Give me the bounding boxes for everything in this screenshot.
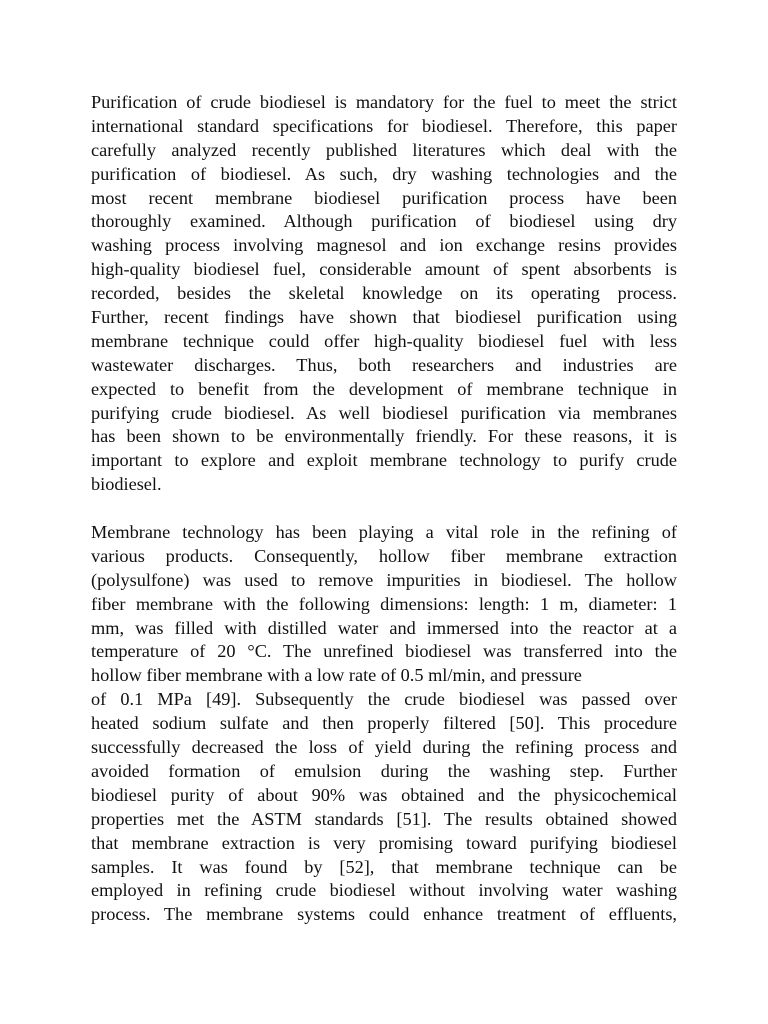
text-line: hollow fiber membrane with a low rate of 0.5 ml/min, and pressure [91, 665, 582, 686]
text-line: fiber membrane with the following dimensions: length: 1 m, diameter: 1 [91, 593, 677, 614]
text-line: that membrane extraction is very promising toward purifying biodiesel [91, 832, 677, 853]
text-line: most recent membrane biodiesel purification process have been [91, 187, 677, 208]
text-line: employed in refining crude biodiesel without involving water washing [91, 880, 677, 901]
text-line: biodiesel purity of about 90% was obtained and the physicochemical [91, 784, 677, 805]
text-line: avoided formation of emulsion during the washing step. Further [91, 760, 677, 781]
text-line: thoroughly examined. Although purification of biodiesel using dry [91, 211, 677, 232]
text-line: of 0.1 MPa [49]. Subsequently the crude biodiesel was passed over [91, 689, 677, 710]
text-line: high-quality biodiesel fuel, considerable amount of spent absorbents is [91, 259, 677, 280]
text-line: wastewater discharges. Thus, both researchers and industries are [91, 354, 677, 375]
text-line: properties met the ASTM standards [51]. The results obtained showed [91, 808, 677, 829]
text-line: washing process involving magnesol and ion exchange resins provides [91, 235, 677, 256]
text-line: recorded, besides the skeletal knowledge on its operating process. [91, 283, 677, 304]
paragraph-1 [91, 91, 677, 497]
text-line: temperature of 20 °C. The unrefined biodiesel was transferred into the [91, 641, 677, 662]
text-line: purifying crude biodiesel. As well biodiesel purification via membranes [91, 402, 677, 423]
text-line: heated sodium sulfate and then properly filtered [50]. This procedure [91, 713, 677, 734]
text-line: biodiesel. [91, 474, 162, 495]
text-line: carefully analyzed recently published literatures which deal with the [91, 139, 677, 160]
text-line: various products. Consequently, hollow fiber membrane extraction [91, 545, 677, 566]
text-line: purification of biodiesel. As such, dry washing technologies and the [91, 163, 677, 184]
text-line: mm, was filled with distilled water and immersed into the reactor at a [91, 617, 677, 638]
document-page [91, 91, 677, 927]
paragraph-gap [91, 497, 677, 521]
text-line: membrane technique could offer high-quality biodiesel fuel with less [91, 330, 677, 351]
text-line: Membrane technology has been playing a vital role in the refining of [91, 522, 677, 543]
paragraph-2 [91, 521, 677, 927]
text-line: Further, recent findings have shown that biodiesel purification using [91, 307, 677, 328]
text-line: Purification of crude biodiesel is mandatory for the fuel to meet the strict [91, 92, 677, 112]
text-line: successfully decreased the loss of yield during the refining process and [91, 737, 677, 758]
text-line: has been shown to be environmentally friendly. For these reasons, it is [91, 426, 677, 447]
text-line: (polysulfone) was used to remove impurities in biodiesel. The hollow [91, 569, 677, 590]
text-line: important to explore and exploit membrane technology to purify crude [91, 450, 677, 471]
text-line: process. The membrane systems could enhance treatment of effluents, [91, 904, 677, 925]
text-line: expected to benefit from the development of membrane technique in [91, 378, 677, 399]
text-line: samples. It was found by [52], that membrane technique can be [91, 856, 677, 877]
text-line: international standard specifications for biodiesel. Therefore, this paper [91, 115, 677, 136]
